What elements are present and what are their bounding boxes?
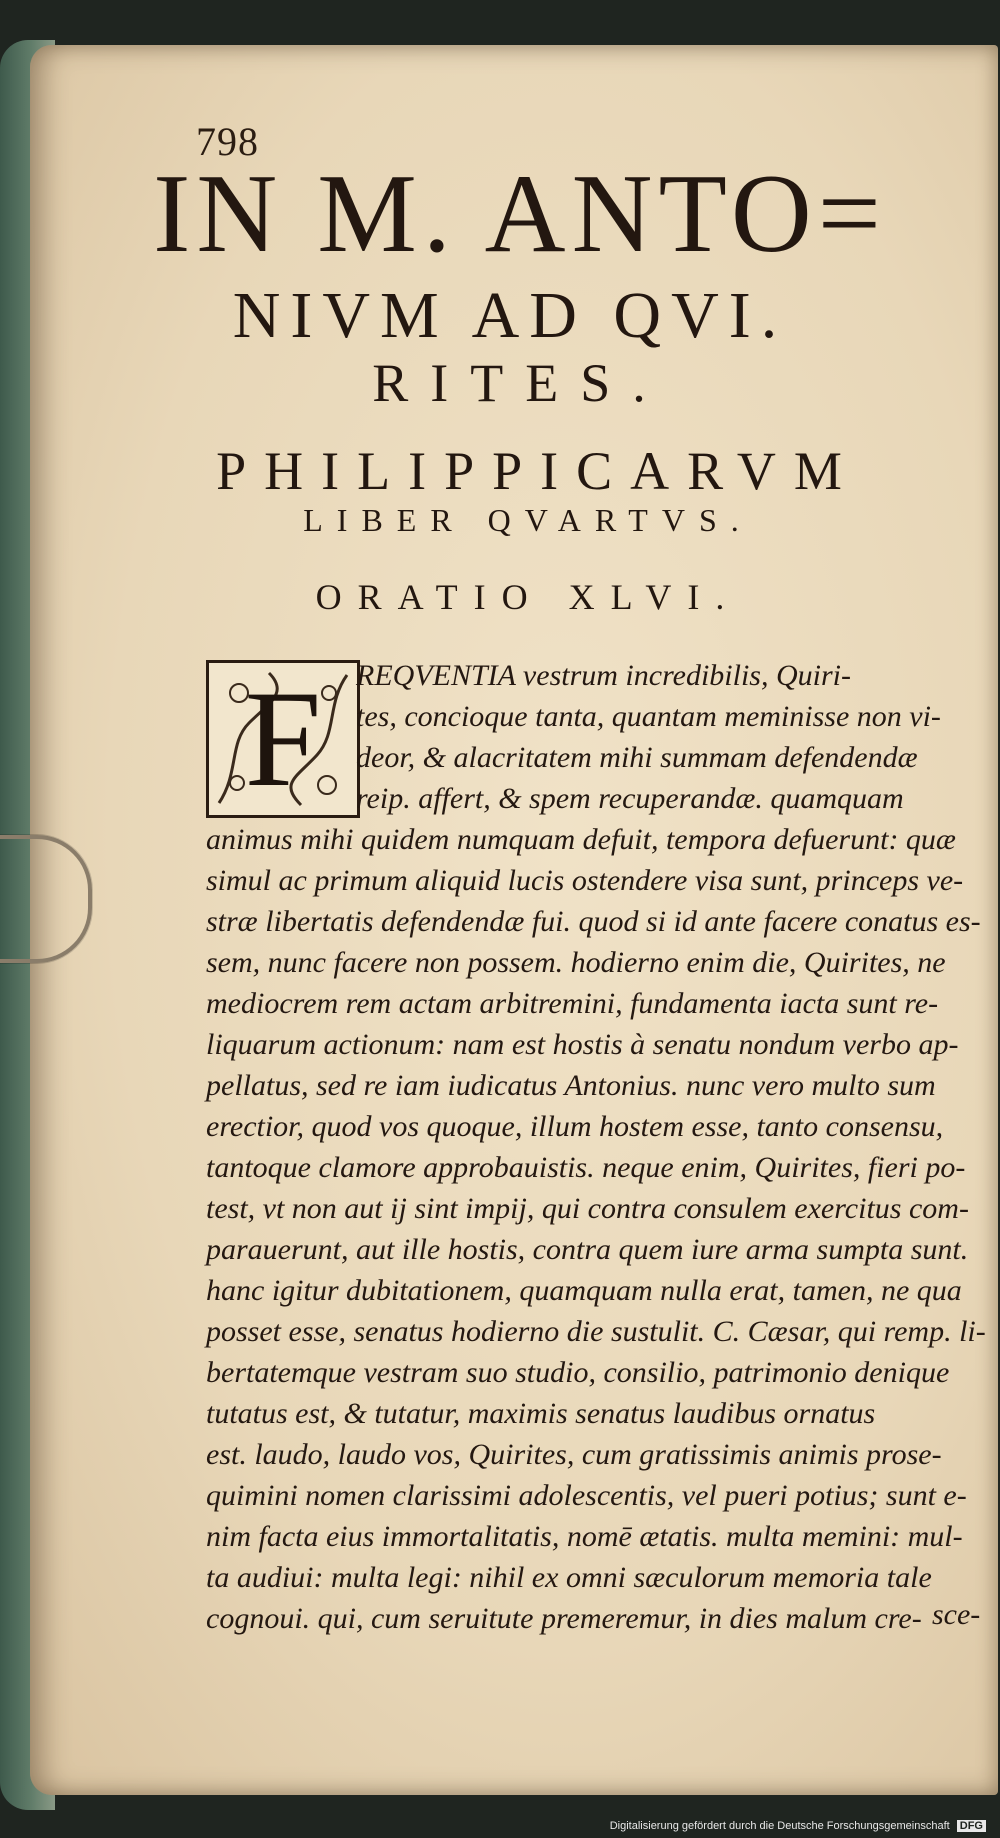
text-line: tutatus est, & tutatur, maximis senatus laudibus ornatus: [206, 1397, 876, 1430]
text-line: tes, concioque tanta, quantam meminisse non vi-: [356, 700, 941, 733]
heading-line-3: RITES.: [372, 353, 668, 413]
text-line: hanc igitur dubitationem, quamquam nulla erat, tamen, ne qua: [206, 1274, 962, 1307]
text-line: posset esse, senatus hodierno die sustulit. C. Cæsar, qui remp. li-: [206, 1315, 986, 1348]
text-line: tantoque clamore approbauistis. neque enim, Quirites, fieri po-: [206, 1151, 966, 1184]
credit-text: Digitalisierung gefördert durch die Deutsche Forschungsgemeinschaft: [609, 1820, 950, 1832]
text-line: mediocrem rem actam arbitremini, fundamenta iacta sunt re-: [206, 987, 939, 1020]
heading-line-2: NIVM AD QVI.: [232, 279, 788, 352]
initial-letter: F: [244, 662, 322, 815]
digitization-credit: [610, 1820, 986, 1832]
page-number: 798: [196, 119, 259, 164]
text-line: liquarum actionum: nam est hostis à senatu nondum verbo ap-: [206, 1028, 959, 1061]
text-line: erectior, quod vos quoque, illum hostem esse, tanto consensu,: [206, 1110, 944, 1143]
text-line: bertatemque vestram suo studio, consilio, patrimonio denique: [206, 1356, 950, 1389]
text-line: sem, nunc facere non possem. hodierno enim die, Quirites, ne: [206, 946, 946, 979]
text-line: REQVENTIA vestrum incredibilis, Quiri-: [356, 659, 851, 692]
text-line: quimini nomen clarissimi adolescentis, vel pueri potius; sunt e-: [206, 1479, 967, 1512]
oration-title: ORATIO XLVI.: [315, 577, 741, 617]
heading-line-1: IN M. ANTO=: [153, 152, 887, 276]
text-line: simul ac primum aliquid lucis ostendere visa sunt, princeps ve-: [206, 864, 964, 897]
dfg-logo: DFG: [957, 1820, 986, 1832]
text-line: pellatus, sed re iam iudicatus Antonius. nunc vero multo sum: [206, 1069, 936, 1102]
text-line: parauerunt, aut ille hostis, contra quem iure arma sumpta sunt.: [206, 1233, 969, 1266]
text-line: cognoui. qui, cum seruitute premeremur, in dies malum cre-: [206, 1602, 922, 1635]
text-line: nim facta eius immortalitatis, nomē ætatis. multa memini: mul-: [206, 1520, 963, 1553]
text-line: est. laudo, laudo vos, Quirites, cum gratissimis animis prose-: [206, 1438, 942, 1471]
oration-text: [206, 655, 986, 1639]
book-clasp-strap: [0, 835, 92, 963]
text-line: reip. affert, & spem recuperandæ. quamquam: [356, 782, 904, 815]
text-line: ta audiui: multa legi: nihil ex omni sæculorum memoria tale: [206, 1561, 932, 1594]
text-line: stræ libertatis defendendæ fui. quod si id ante facere conatus es-: [206, 905, 981, 938]
text-line: animus mihi quidem numquam defuit, tempora defuerunt: quæ: [206, 823, 956, 856]
book-subtitle: LIBER QVARTVS.: [303, 502, 753, 538]
text-line: test, vt non aut ij sint impij, qui contra consulem exercitus com-: [206, 1192, 969, 1225]
book-title: PHILIPPICARVM: [216, 441, 860, 501]
catchword: sce-: [932, 1598, 981, 1631]
text-line: deor, & alacritatem mihi summam defendendæ: [356, 741, 918, 774]
